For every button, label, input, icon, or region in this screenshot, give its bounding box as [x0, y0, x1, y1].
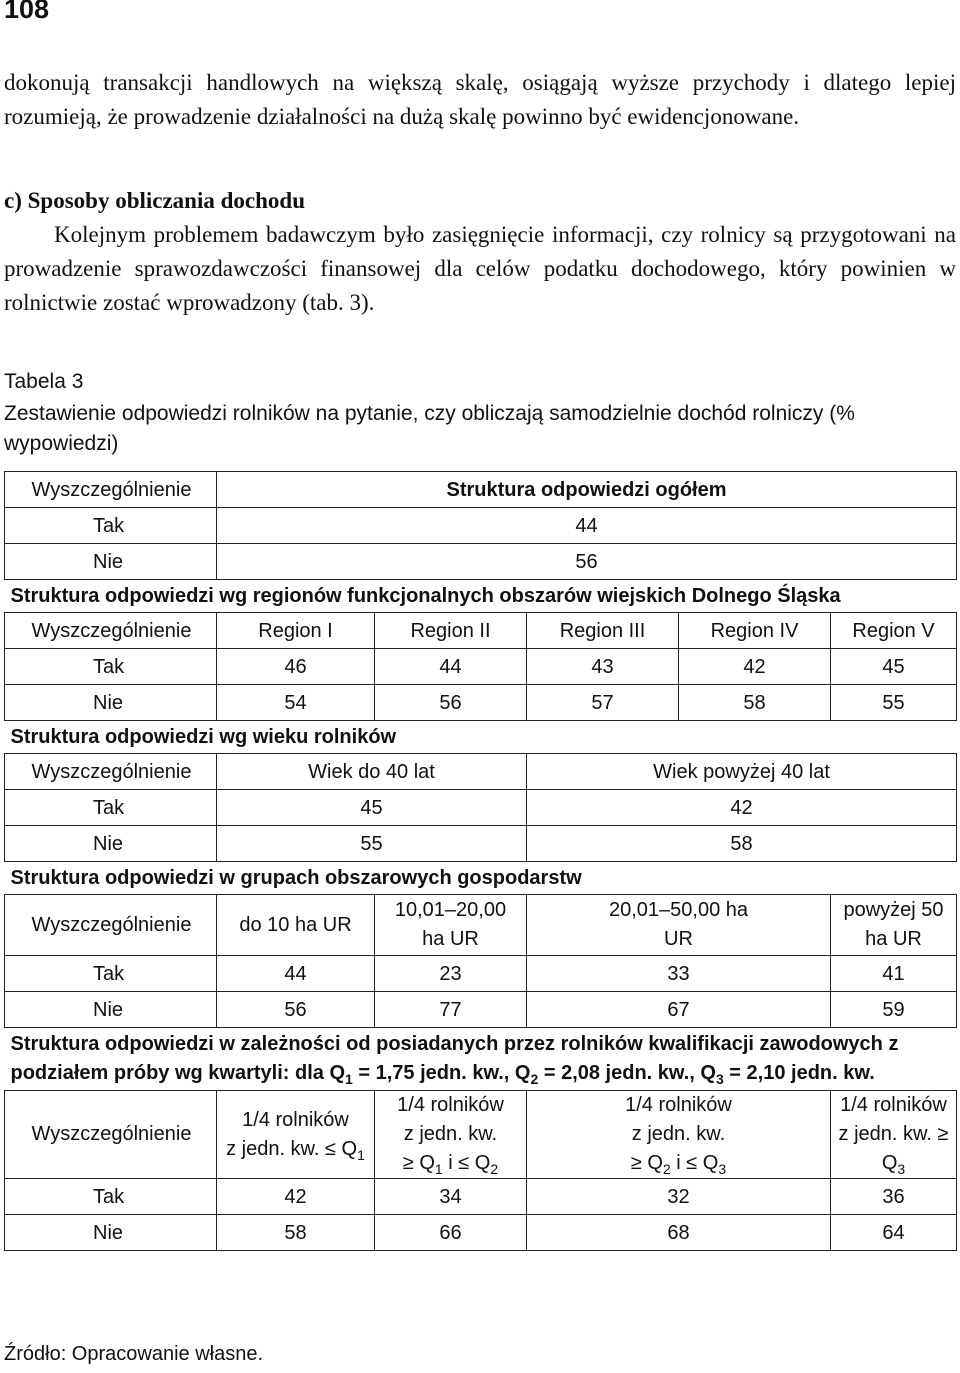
cell: 44 — [217, 956, 375, 992]
overall-header: Struktura odpowiedzi ogółem — [217, 472, 957, 508]
table-row — [5, 1179, 957, 1215]
cell: 56 — [217, 544, 957, 580]
cell: 45 — [217, 790, 527, 826]
column-header — [375, 1091, 527, 1179]
header-line: ≥ Q — [630, 1152, 663, 1174]
cell: 43 — [527, 649, 679, 685]
table-header-row — [5, 613, 957, 649]
header-sub: 1 — [357, 1146, 365, 1163]
row-label: Tak — [5, 790, 217, 826]
header-line: ha UR — [422, 928, 479, 950]
row-label-header: Wyszczególnienie — [5, 1091, 217, 1179]
cell: 58 — [217, 1215, 375, 1251]
title-sub: 2 — [530, 1071, 539, 1087]
cell: 44 — [217, 508, 957, 544]
header-line: powyżej 50 — [843, 899, 944, 921]
header-line: 10,01–20,00 — [394, 899, 507, 921]
section-title-row — [5, 580, 957, 613]
column-header: Region II — [375, 613, 527, 649]
row-label: Tak — [5, 956, 217, 992]
table-header-row — [5, 1091, 957, 1179]
column-header: Wiek powyżej 40 lat — [527, 754, 957, 790]
header-line: i ≤ Q — [442, 1152, 491, 1174]
section-paragraph: Kolejnym problemem badawczym było zasięgnięcie informacji, czy rolnicy są przygotowani na prowadzenie sprawozdawczości finansowej dla celów podatku dochodowego, który powinien w rolnictwie zostać wprowadzony (tab. 3). — [4, 222, 956, 315]
row-label-header: Wyszczególnienie — [5, 895, 217, 956]
row-label: Nie — [5, 1215, 217, 1251]
header-sub: 2 — [490, 1161, 499, 1177]
title-sub: 1 — [345, 1071, 353, 1087]
section-block — [4, 184, 956, 320]
title-sub: 3 — [715, 1071, 724, 1087]
cell: 67 — [527, 992, 831, 1028]
table-header-row — [5, 472, 957, 508]
row-label: Tak — [5, 1179, 217, 1215]
header-line: do 10 ha UR — [239, 913, 352, 936]
table-label: Tabela 3 — [4, 370, 84, 393]
cell: 32 — [527, 1179, 831, 1215]
cell: 36 — [831, 1179, 957, 1215]
column-header: Region IV — [679, 613, 831, 649]
table-header-row — [5, 754, 957, 790]
section-title-row — [5, 721, 957, 754]
farm-area-section-title: Struktura odpowiedzi w grupach obszarowych gospodarstw — [5, 862, 957, 895]
header-sub: 3 — [897, 1161, 906, 1177]
title-text: = 1,75 jedn. kw., Q — [352, 1062, 531, 1084]
section-title-row — [5, 862, 957, 895]
header-line: ≥ Q — [402, 1152, 435, 1174]
cell: 56 — [217, 992, 375, 1028]
header-line: z jedn. kw. — [631, 1123, 726, 1145]
column-header: Region I — [217, 613, 375, 649]
intro-paragraph: dokonują transakcji handlowych na większą skalę, osiągają wyższe przychody i dlatego lepiej rozumieją, że prowadzenie działalności na dużą skalę powinno być ewidencjonowane. — [4, 70, 956, 129]
row-label: Nie — [5, 992, 217, 1028]
header-sub: 3 — [718, 1161, 727, 1177]
header-line: ha UR — [865, 928, 922, 950]
cell: 54 — [217, 685, 375, 721]
section-title-row — [5, 1028, 957, 1091]
column-header: Region V — [831, 613, 957, 649]
column-header: Region III — [527, 613, 679, 649]
table-row — [5, 790, 957, 826]
column-header — [217, 1091, 375, 1179]
column-header — [217, 895, 375, 956]
title-text: = 2,10 jedn. kw. — [723, 1062, 875, 1084]
header-line: 1/4 rolników — [397, 1094, 504, 1116]
row-label: Tak — [5, 508, 217, 544]
cell: 58 — [527, 826, 957, 862]
cell: 56 — [375, 685, 527, 721]
column-header — [831, 1091, 957, 1179]
table-row — [5, 649, 957, 685]
column-header: Wiek do 40 lat — [217, 754, 527, 790]
header-line: z jedn. kw. ≤ Q — [226, 1137, 358, 1160]
row-label: Tak — [5, 649, 217, 685]
column-header — [527, 1091, 831, 1179]
header-line: 1/4 rolników — [242, 1108, 349, 1131]
row-label: Nie — [5, 544, 217, 580]
section-heading: c) Sposoby obliczania dochodu — [4, 188, 305, 213]
title-text: Struktura odpowiedzi w zależności od posiadanych przez rolników kwalifikacji zawodowych z podziałem próby wg kwartyli: dla Q — [10, 1033, 899, 1084]
cell: 55 — [217, 826, 527, 862]
header-line: 20,01–50,00 ha — [608, 899, 749, 921]
cell: 42 — [217, 1179, 375, 1215]
table-row — [5, 544, 957, 580]
cell: 68 — [527, 1215, 831, 1251]
table-caption: Zestawienie odpowiedzi rolników na pytanie, czy obliczają samodzielnie dochód rolniczy (% wypowiedzi) — [4, 402, 855, 455]
header-line: z jedn. kw. ≥ Q — [838, 1123, 949, 1174]
header-line: 1/4 rolników — [840, 1094, 947, 1116]
header-line: z jedn. kw. — [403, 1123, 498, 1145]
cell: 44 — [375, 649, 527, 685]
cell: 42 — [527, 790, 957, 826]
cell: 41 — [831, 956, 957, 992]
column-header — [831, 895, 957, 956]
cell: 23 — [375, 956, 527, 992]
regions-section-title: Struktura odpowiedzi wg regionów funkcjonalnych obszarów wiejskich Dolnego Śląska — [5, 580, 957, 613]
cell: 45 — [831, 649, 957, 685]
header-line: i ≤ Q — [670, 1152, 719, 1174]
column-header — [375, 895, 527, 956]
cell: 59 — [831, 992, 957, 1028]
table-row — [5, 956, 957, 992]
row-label: Nie — [5, 685, 217, 721]
header-line: UR — [664, 928, 693, 950]
page-number: 108 — [4, 0, 50, 24]
cell: 42 — [679, 649, 831, 685]
cell: 46 — [217, 649, 375, 685]
cell: 58 — [679, 685, 831, 721]
cell: 77 — [375, 992, 527, 1028]
age-section-title: Struktura odpowiedzi wg wieku rolników — [5, 721, 957, 754]
table-row — [5, 508, 957, 544]
cell: 55 — [831, 685, 957, 721]
row-label: Nie — [5, 826, 217, 862]
cell: 57 — [527, 685, 679, 721]
source-note: Źródło: Opracowanie własne. — [4, 1343, 264, 1365]
header-sub: 1 — [434, 1161, 443, 1177]
qualifications-section-title — [5, 1028, 957, 1091]
table-header-row — [5, 895, 957, 956]
table-row — [5, 685, 957, 721]
table-row — [5, 992, 957, 1028]
title-text: = 2,08 jedn. kw., Q — [538, 1062, 716, 1084]
row-label-header: Wyszczególnienie — [5, 754, 217, 790]
survey-table — [4, 471, 957, 1251]
row-label-header: Wyszczególnienie — [5, 472, 217, 508]
header-sub: 2 — [662, 1161, 671, 1177]
cell: 34 — [375, 1179, 527, 1215]
row-label-header: Wyszczególnienie — [5, 613, 217, 649]
cell: 64 — [831, 1215, 957, 1251]
column-header — [527, 895, 831, 956]
cell: 66 — [375, 1215, 527, 1251]
table-row — [5, 1215, 957, 1251]
cell: 33 — [527, 956, 831, 992]
table-row — [5, 826, 957, 862]
header-line: 1/4 rolników — [625, 1094, 732, 1116]
